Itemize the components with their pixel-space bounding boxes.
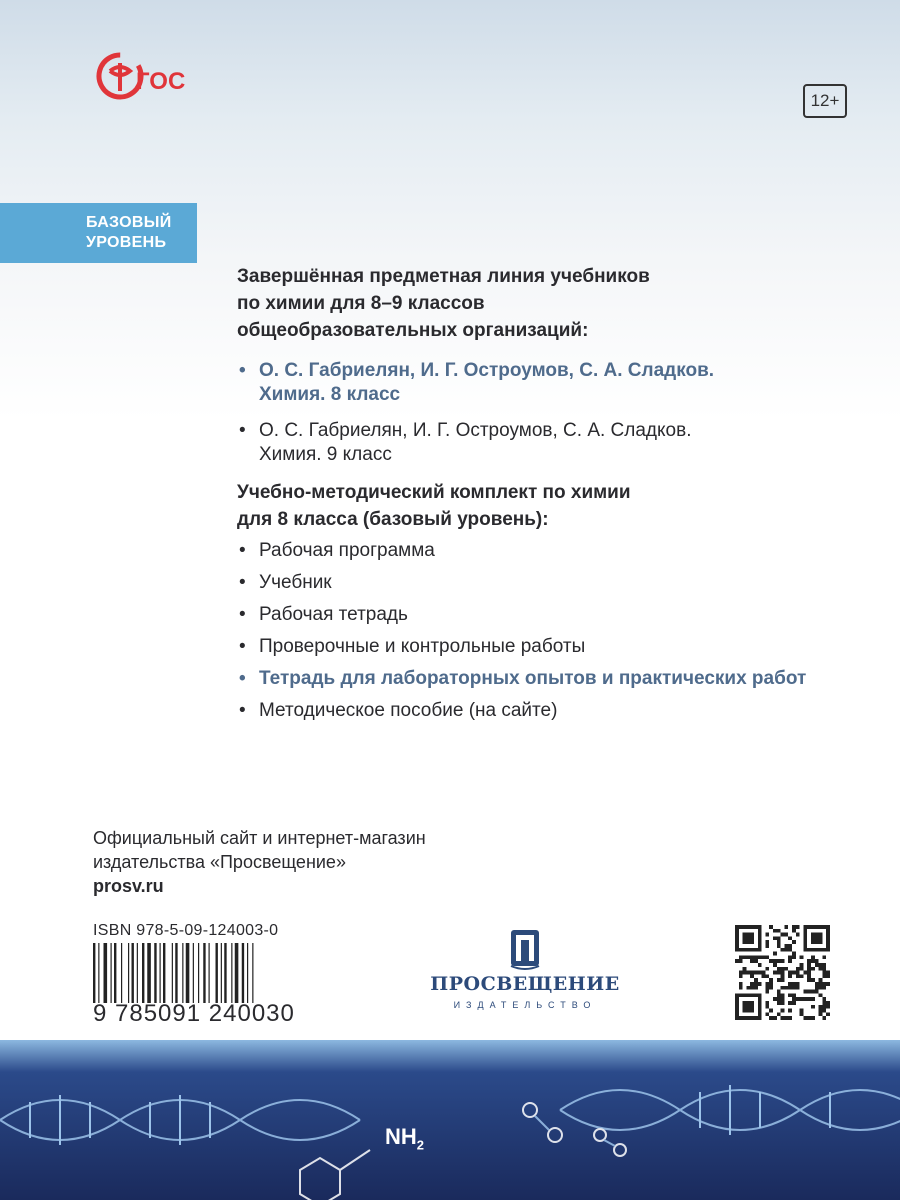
book-authors: О. С. Габриелян, И. Г. Остроумов, С. А. Сладков.: [259, 360, 715, 381]
site-info-line1: Официальный сайт и интернет-магазин: [93, 828, 426, 848]
footer-banner: [0, 1040, 900, 1200]
nh2-formula: [385, 1124, 424, 1152]
site-info-line2: издательства «Просвещение»: [93, 852, 346, 872]
barcode: [93, 943, 305, 1003]
line-heading-2: по химии для 8–9 классов: [237, 293, 485, 314]
site-info: [93, 826, 426, 898]
age-rating-badge: 12+: [803, 84, 847, 118]
line-heading: [237, 263, 887, 344]
textbook-line-list: [237, 359, 887, 467]
kit-heading-2: для 8 класса (базовый уровень):: [237, 509, 549, 530]
book-title: Химия. 9 класс: [259, 444, 392, 465]
formula-subscript: 2: [416, 1137, 425, 1153]
kit-item: • Рабочая тетрадь: [237, 603, 887, 627]
site-url[interactable]: prosv.ru: [93, 876, 164, 896]
main-content: [237, 263, 887, 731]
qr-code[interactable]: [735, 925, 830, 1020]
svg-text:ГОС: ГОС: [136, 68, 186, 95]
formula-text: NH: [385, 1124, 417, 1149]
barcode-digits: 9 785091 240030: [93, 1000, 295, 1027]
fgos-logo: [94, 45, 194, 105]
kit-item-highlighted: • Тетрадь для лабораторных опытов и практических работ: [237, 667, 887, 691]
publisher-subtitle: ИЗДАТЕЛЬСТВО: [453, 1000, 597, 1010]
level-label: [0, 203, 197, 263]
book-title: Химия. 8 класс: [259, 384, 401, 405]
isbn-label: ISBN 978-5-09-124003-0: [93, 922, 279, 939]
kit-item: • Методическое пособие (на сайте): [237, 699, 887, 723]
kit-item: • Учебник: [237, 571, 887, 595]
kit-item: • Рабочая программа: [237, 539, 887, 563]
textbook-item-grade9: [237, 419, 887, 467]
kit-item: • Проверочные и контрольные работы: [237, 635, 887, 659]
kit-heading: [237, 479, 887, 533]
line-heading-1: Завершённая предметная линия учебников: [237, 266, 650, 287]
textbook-item-grade8: [237, 359, 887, 407]
publisher-name: ПРОСВЕЩЕНИЕ: [430, 973, 620, 995]
line-heading-3: общеобразовательных организаций:: [237, 320, 589, 341]
level-label-line2: УРОВЕНЬ: [86, 234, 167, 251]
kit-list: [237, 539, 887, 723]
kit-heading-1: Учебно-методический комплект по химии: [237, 482, 631, 503]
book-authors: О. С. Габриелян, И. Г. Остроумов, С. А. Сладков.: [259, 420, 692, 441]
level-label-line1: БАЗОВЫЙ: [86, 214, 172, 231]
